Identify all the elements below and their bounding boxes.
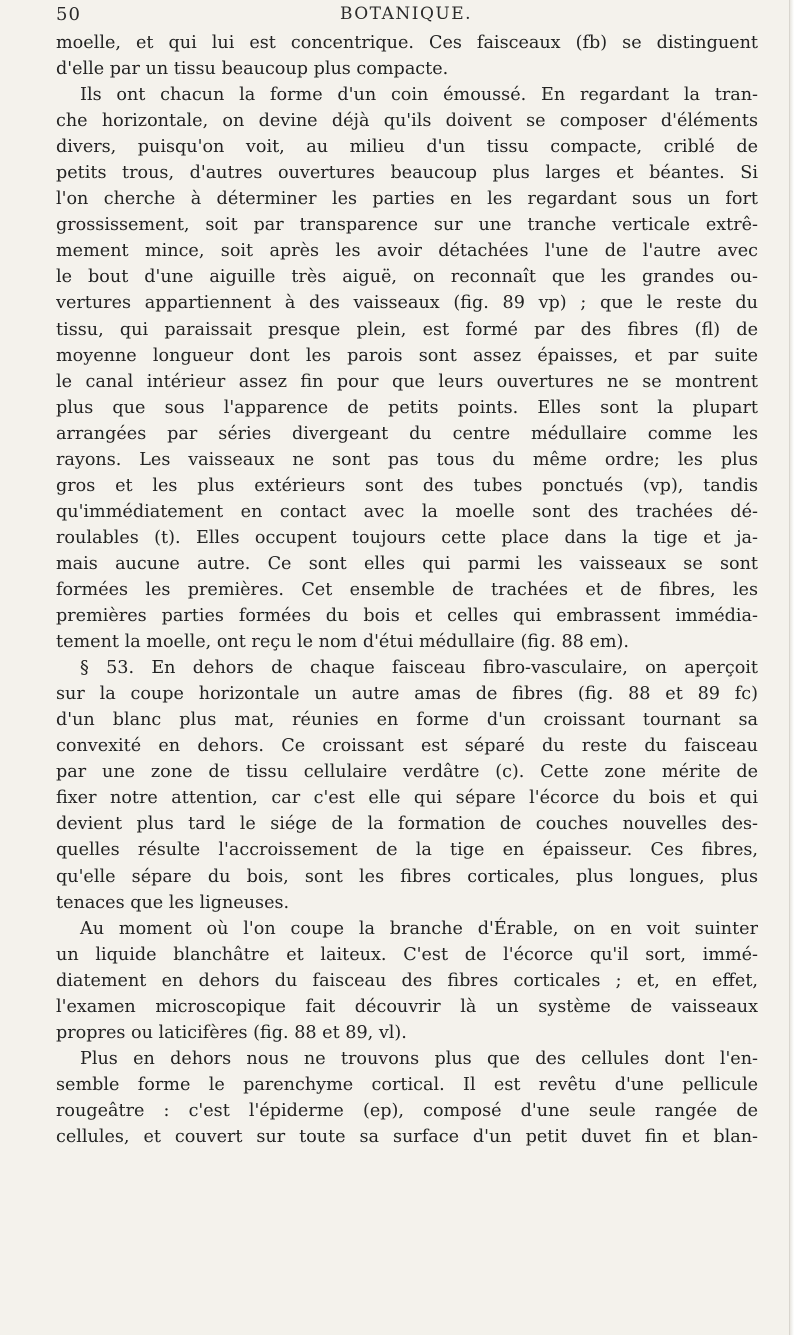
text-line: tenaces que les ligneuses.: [56, 892, 290, 913]
text-line: vertures appartiennent à des vaisseaux (fig. 89 vp) ; que le reste du: [56, 293, 758, 314]
text-line: d'elle par un tissu beaucoup plus compacte.: [56, 59, 449, 80]
text-line: divers, puisqu'on voit, au milieu d'un tissu compacte, criblé de: [56, 137, 758, 158]
running-head: BOTANIQUE.: [339, 4, 473, 24]
text-line: le canal intérieur assez fin pour que leurs ouvertures ne se montrent: [56, 371, 758, 392]
text-line: rougeâtre : c'est l'épiderme (ep), composé d'une seule rangée de: [56, 1100, 758, 1121]
text-line: propres ou laticifères (fig. 88 et 89, vl).: [56, 1022, 407, 1043]
text-line: plus que sous l'apparence de petits points. Elles sont la plupart: [56, 397, 758, 418]
text-line: l'examen microscopique fait découvrir là un système de vaisseaux: [56, 996, 758, 1017]
text-line: moyenne longueur dont les parois sont assez épaisses, et par suite: [56, 345, 758, 366]
text-line: gros et les plus extérieurs sont des tubes ponctués (vp), tandis: [56, 475, 758, 496]
text-line: tement la moelle, ont reçu le nom d'étui médullaire (fig. 88 em).: [56, 632, 630, 653]
text-line: un liquide blanchâtre et laiteux. C'est de l'écorce qu'il sort, immé-: [56, 944, 758, 965]
text-line: moelle, et qui lui est concentrique. Ces faisceaux (fb) se distinguent: [56, 33, 758, 53]
text-line: arrangées par séries divergeant du centre médullaire comme les: [56, 423, 758, 444]
text-line: le bout d'une aiguille très aiguë, on reconnaît que les grandes ou-: [56, 267, 758, 288]
text-line: roulables (t). Elles occupent toujours cette place dans la tige et ja-: [56, 527, 758, 548]
text-line: § 53. En dehors de chaque faisceau fibro-vasculaire, on aperçoit: [80, 658, 758, 679]
text-line: formées les premières. Cet ensemble de trachées et de fibres, les: [56, 579, 758, 600]
text-line: petits trous, d'autres ouvertures beaucoup plus larges et béantes. Si: [56, 163, 758, 184]
text-line: premières parties formées du bois et celles qui embrassent immédia-: [56, 606, 758, 627]
text-line: quelles résulte l'accroissement de la tige en épaisseur. Ces fibres,: [56, 840, 758, 861]
text-line: diatement en dehors du faisceau des fibres corticales ; et, en effet,: [56, 970, 758, 991]
page-number: 50: [56, 4, 81, 25]
text-line: qu'elle sépare du bois, sont les fibres corticales, plus longues, plus: [56, 866, 758, 887]
text-line: Ils ont chacun la forme d'un coin émoussé. En regardant la tran-: [80, 85, 758, 106]
text-line: tissu, qui paraissait presque plein, est formé par des fibres (fl) de: [56, 319, 758, 340]
text-line: d'un blanc plus mat, réunies en forme d'un croissant tournant sa: [56, 710, 758, 731]
page-header: [56, 4, 756, 32]
text-line: sur la coupe horizontale un autre amas de fibres (fig. 88 et 89 fc): [56, 684, 758, 705]
body-text: [56, 30, 758, 1150]
text-line: Plus en dehors nous ne trouvons plus que des cellules dont l'en-: [80, 1048, 758, 1069]
text-line: l'on cherche à déterminer les parties en les regardant sous un fort: [56, 189, 758, 210]
text-line: cellules, et couvert sur toute sa surface d'un petit duvet fin et blan-: [56, 1126, 758, 1147]
text-line: rayons. Les vaisseaux ne sont pas tous du même ordre; les plus: [56, 449, 758, 470]
text-line: grossissement, soit par transparence sur une tranche verticale extrê-: [56, 215, 758, 236]
text-line: convexité en dehors. Ce croissant est séparé du reste du faisceau: [56, 736, 758, 757]
text-line: mement mince, soit après les avoir détachées l'une de l'autre avec: [56, 241, 758, 262]
text-line: mais aucune autre. Ce sont elles qui parmi les vaisseaux se sont: [56, 553, 758, 574]
text-line: semble forme le parenchyme cortical. Il est revêtu d'une pellicule: [56, 1074, 758, 1095]
text-line: fixer notre attention, car c'est elle qui sépare l'écorce du bois et qui: [56, 788, 758, 809]
text-line: Au moment où l'on coupe la branche d'Érable, on en voit suinter: [80, 918, 758, 939]
text-line: devient plus tard le siége de la formation de couches nouvelles des-: [56, 814, 758, 835]
page-edge: [789, 0, 800, 1335]
text-line: qu'immédiatement en contact avec la moelle sont des trachées dé-: [56, 501, 758, 522]
text-line: par une zone de tissu cellulaire verdâtre (c). Cette zone mérite de: [56, 762, 758, 783]
text-line: che horizontale, on devine déjà qu'ils doivent se composer d'éléments: [56, 111, 758, 132]
